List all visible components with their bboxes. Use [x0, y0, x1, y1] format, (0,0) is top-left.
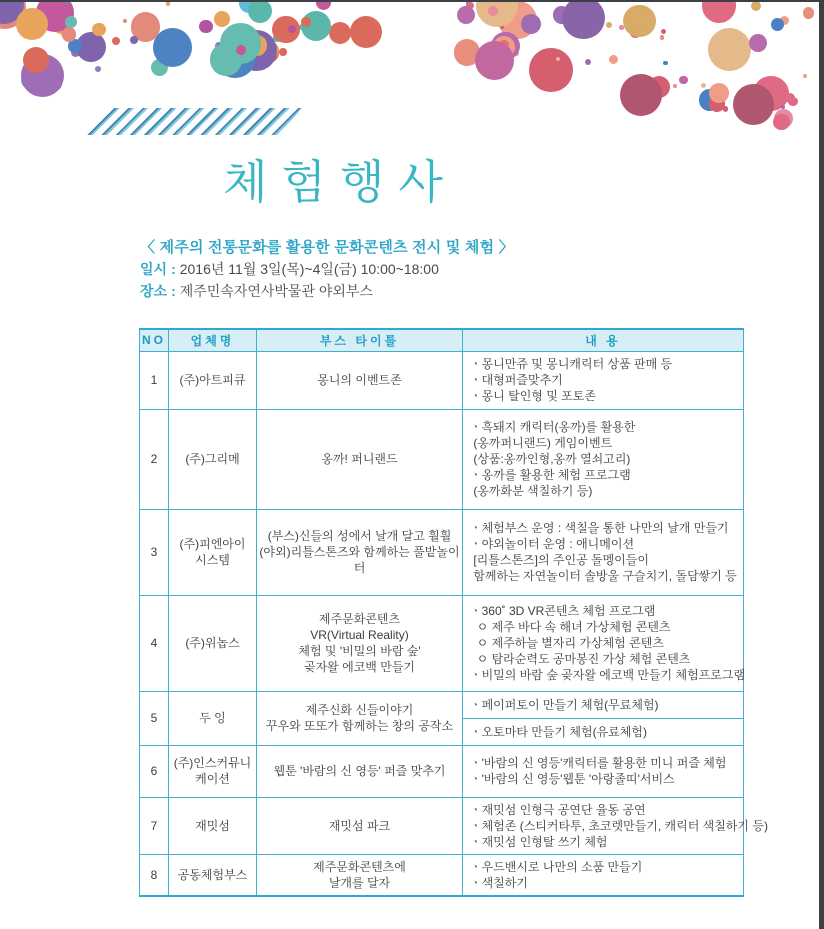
cell-content: [463, 351, 744, 409]
dot-left: [166, 2, 170, 6]
dot-right: [702, 2, 736, 23]
table-row: [140, 854, 744, 896]
content-line: ㅇ 제주 바다 속 해녀 가상체험 콘텐츠: [470, 620, 671, 634]
cell-company: (주)피엔아이 시스템: [169, 509, 257, 595]
table-row: [140, 745, 744, 797]
cell-booth-title: 제주신화 신들이야기 꾸우와 또또가 함께하는 창의 공작소: [257, 691, 463, 745]
cell-content: [463, 509, 744, 595]
dot-left: [112, 37, 120, 45]
date-colon: :: [171, 261, 176, 277]
content-line: ㅇ 제주하늘 별자리 가상체험 콘텐츠: [470, 636, 664, 650]
content-line: 함께하는 자연놀이터 솔방울 구슬치기, 돌담쌓기 등: [470, 569, 737, 583]
cell-no: 3: [140, 509, 169, 595]
dot-right: [562, 2, 605, 39]
table-row: [140, 351, 744, 409]
content-line: ㆍ오토마타 만들기 체험(유료체험): [470, 724, 647, 739]
cell-booth-title: 제주문화콘텐츠에 날개를 달자: [257, 854, 463, 896]
table-row: [140, 509, 744, 595]
content-line: (옹까퍼니랜드) 게임이벤트: [470, 436, 613, 450]
cell-booth-title: 제주문화콘텐츠 VR(Virtual Reality) 체험 및 '비밀의 바람 숲' 곶자왈 에코백 만들기: [257, 595, 463, 691]
cell-no: 4: [140, 595, 169, 691]
content-line: ㆍ360˚ 3D VR콘텐츠 체험 프로그램: [470, 604, 656, 618]
content-line: ㆍ흑돼지 캐릭터(옹까)를 활용한: [470, 420, 636, 434]
content-line: ㆍ비밀의 바람 숲 곶자왈 에코백 만들기 체험프로그램: [470, 668, 746, 682]
place-value: 제주민속자연사박물관 야외부스: [179, 283, 373, 299]
dot-right: [660, 35, 664, 39]
cell-content: [463, 854, 744, 896]
dot-right: [609, 55, 618, 64]
content-line: ㆍ색칠하기: [470, 875, 528, 890]
place-label: 장소: [140, 283, 168, 299]
dot-right: [803, 74, 807, 78]
dot-left: [130, 36, 138, 44]
dot-right: [521, 14, 541, 34]
page-title: 체험행사: [223, 155, 457, 209]
column-header-3: 내 용: [463, 329, 744, 351]
cell-company: 재밋섬: [169, 797, 257, 854]
dot-left: [329, 22, 351, 44]
dot-right: [585, 59, 591, 65]
dot-right: [673, 84, 677, 88]
dot-left: [62, 27, 77, 42]
content-line: ㆍ대형퍼즐맞추기: [470, 373, 563, 387]
dot-right: [556, 57, 560, 61]
dot-left: [199, 20, 212, 33]
cell-booth-title: 웹툰 '바람의 신 영등' 퍼즐 맞추기: [257, 745, 463, 797]
cell-company: (주)아트피큐: [169, 351, 257, 409]
cell-company: 공동체험부스: [169, 854, 257, 896]
cell-no: 1: [140, 351, 169, 409]
dot-right: [733, 84, 774, 125]
content-line: ㆍ'바람의 신 영등'캐릭터를 활용한 미니 퍼즐 체험: [470, 756, 727, 770]
column-header-1: 업체명: [169, 329, 257, 351]
cell-company: (주)그리메: [169, 409, 257, 509]
cell-content: [463, 409, 744, 509]
cell-content: [463, 691, 744, 745]
dot-right: [773, 114, 789, 130]
dot-left: [92, 23, 106, 37]
event-table-header: [140, 329, 744, 351]
content-line: ㆍ페이퍼토이 만들기 체험(무료체험): [470, 698, 659, 712]
dot-left: [350, 16, 382, 48]
dot-left: [301, 17, 311, 27]
column-header-0: NO: [140, 329, 169, 351]
content-line: ㆍ체험존 (스티커타투, 초코렛만들기, 캐릭터 색칠하기 등): [470, 818, 768, 833]
date-value: 2016년 11월 3일(목)~4일(금) 10:00~18:00: [179, 261, 439, 277]
dot-left: [316, 2, 331, 10]
place-colon: :: [171, 283, 176, 299]
event-subtitle: 〈 제주의 전통문화를 활용한 문화콘텐츠 전시 및 체험 〉: [140, 239, 514, 256]
dot-left: [95, 66, 101, 72]
content-line: ㆍ몽니만쥬 및 몽니캐릭터 상품 판매 등: [470, 357, 673, 371]
dot-left: [279, 48, 287, 56]
cell-content: [463, 595, 744, 691]
event-place-line: [140, 281, 373, 301]
cell-no: 7: [140, 797, 169, 854]
content-group: [463, 798, 768, 854]
content-line: ㆍ체험부스 운영 : 색칠을 통한 나만의 날개 만들기: [470, 521, 729, 535]
content-line: ㆍ옹까를 활용한 체험 프로그램: [470, 468, 631, 482]
event-date-line: [140, 259, 439, 279]
table-row: [140, 797, 744, 854]
date-label: 일시: [140, 261, 168, 277]
dot-right: [529, 48, 573, 92]
cell-booth-title: 재밋섬 파크: [257, 797, 463, 854]
content-group: [463, 718, 743, 744]
dot-left: [23, 47, 49, 73]
scan-edge-right: [819, 0, 824, 929]
dot-left: [123, 19, 127, 23]
dot-right: [785, 93, 795, 103]
dot-right: [619, 25, 623, 29]
cell-company: (주)인스커뮤니 케이션: [169, 745, 257, 797]
cell-company: (주)위놉스: [169, 595, 257, 691]
dot-right: [457, 6, 475, 24]
cell-company: 두 잉: [169, 691, 257, 745]
content-group: [463, 410, 743, 509]
dot-right: [475, 41, 514, 80]
dot-right: [751, 2, 761, 11]
dot-right: [701, 83, 706, 88]
cell-booth-title: (부스)신들의 성에서 날개 달고 훨훨 (야외)리틀스톤즈와 함께하는 풀밭놀이터: [257, 509, 463, 595]
dot-right: [628, 7, 648, 27]
content-line: ㆍ우드밴시로 나만의 소품 만들기: [470, 859, 643, 874]
cell-content: [463, 745, 744, 797]
dot-left: [214, 11, 230, 27]
dot-right: [708, 28, 751, 71]
dot-right: [488, 6, 498, 16]
dot-right: [749, 34, 767, 52]
event-table: [139, 328, 768, 897]
dot-right: [606, 22, 612, 28]
table-row: [140, 409, 744, 509]
content-line: ㆍ재밋섬 인형탈 쓰기 체험: [470, 834, 608, 849]
cell-no: 8: [140, 854, 169, 896]
column-header-2: 부스 타이틀: [257, 329, 463, 351]
content-group: [463, 855, 743, 895]
content-line: [리틀스톤즈]의 주인공 돌멩이들이: [470, 553, 649, 567]
content-group: [463, 596, 746, 691]
content-group: [463, 510, 743, 595]
dot-right: [663, 61, 668, 66]
dot-right: [771, 18, 784, 31]
cell-no: 6: [140, 745, 169, 797]
table-row: [140, 595, 744, 691]
cell-booth-title: 몽니의 이벤트존: [257, 351, 463, 409]
dot-left: [153, 28, 192, 67]
content-line: ㆍ몽니 탈인형 및 포토존: [470, 389, 596, 403]
content-line: (상품:옹까인형,옹까 열쇠고리): [470, 452, 631, 466]
dot-right: [620, 74, 662, 116]
table-row: [140, 691, 744, 745]
cell-no: 5: [140, 691, 169, 745]
dot-left: [16, 8, 48, 40]
diagonal-hatch-decoration: [86, 108, 302, 135]
cell-booth-title: 옹까! 퍼니랜드: [257, 409, 463, 509]
content-line: ㆍ재밋섬 인형극 공연단 율동 공연: [470, 802, 646, 817]
content-group: [463, 746, 743, 797]
dot-right: [803, 7, 815, 19]
content-line: ㆍ'바람의 신 영등'웹툰 '아랑졸띠'서비스: [470, 772, 675, 786]
content-group: [463, 692, 743, 718]
content-line: ㅇ 탐라순력도 공마봉진 가상 체험 콘텐츠: [470, 652, 691, 666]
dot-right: [661, 29, 666, 34]
content-group: [463, 352, 743, 409]
dot-right: [680, 77, 685, 82]
cell-no: 2: [140, 409, 169, 509]
dot-right: [723, 106, 729, 112]
content-line: ㆍ야외놀이터 운영 : 애니메이션: [470, 537, 635, 551]
scan-edge-top: [0, 0, 824, 2]
content-line: (옹까화분 색칠하기 등): [470, 484, 593, 498]
dot-left: [248, 2, 272, 23]
cell-content: [463, 797, 768, 854]
dot-right: [709, 83, 729, 103]
